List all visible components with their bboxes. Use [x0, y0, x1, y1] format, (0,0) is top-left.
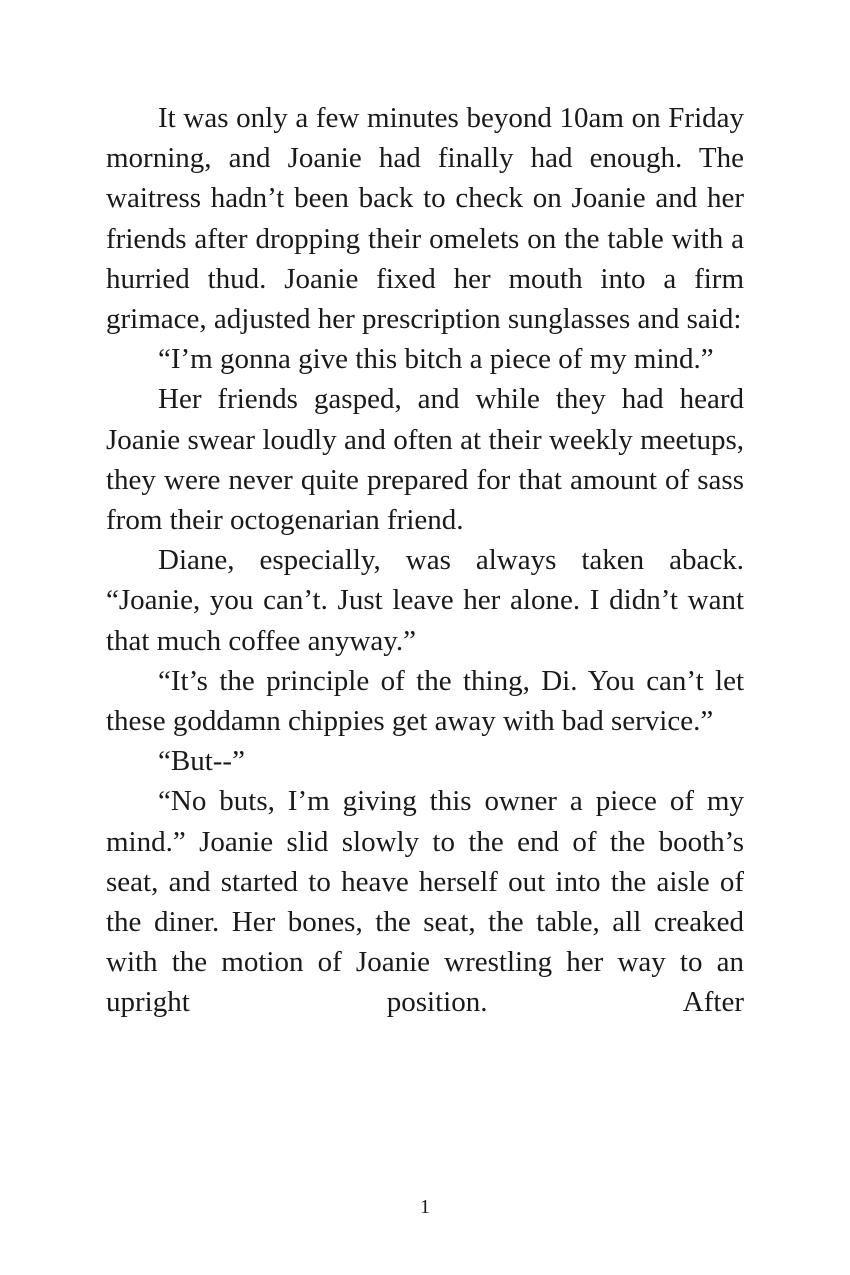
- paragraph: Diane, especially, was always taken aback. “Joanie, you can’t. Just leave her alone. I didn’t want that much coffee anyway.”: [106, 544, 744, 657]
- paragraph: “It’s the principle of the thing, Di. You can’t let these goddamn chippies get away with bad service.”: [106, 664, 744, 738]
- body-text: [106, 98, 744, 1023]
- paragraph: Her friends gasped, and while they had heard Joanie swear loudly and often at their weekly meetups, they were never quite prepared for that amount of sass from their octogenarian friend.: [106, 383, 744, 537]
- paragraph-last: “No buts, I’m giving this owner a piece of my mind.” Joanie slid slowly to the end of the booth’s seat, and started to heave herself out into the aisle of the diner. Her bones, the seat, the table, all creaked with the motion of Joanie wrestling her way to an upright position. After: [106, 785, 744, 1019]
- paragraph: “I’m gonna give this bitch a piece of my mind.”: [158, 343, 714, 376]
- paragraph: “But--”: [158, 745, 245, 778]
- page-number: 1: [420, 1196, 430, 1218]
- paragraph: It was only a few minutes beyond 10am on Friday morning, and Joanie had finally had enough. The waitress hadn’t been back to check on Joanie and her friends after dropping their omelets on the table with a hurried thud. Joanie fixed her mouth into a firm grimace, adjusted her prescription sunglasses and said:: [106, 102, 744, 336]
